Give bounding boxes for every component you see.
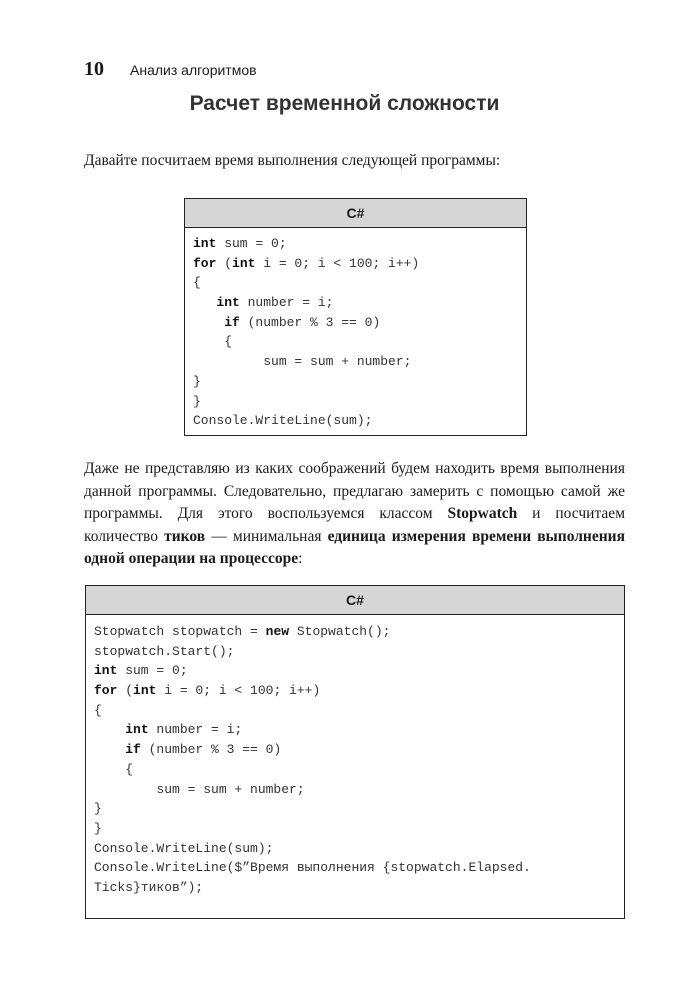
code-text: Console.WriteLine($”Время выполнения {stopwatch.Elapsed. <box>94 860 531 876</box>
code-text: { <box>193 275 201 291</box>
code-line <box>193 254 526 274</box>
code-block-1-body <box>185 228 526 431</box>
paragraph-text: : <box>298 550 303 567</box>
code-text: stopwatch.Start(); <box>94 643 235 659</box>
code-line <box>94 780 624 800</box>
code-keyword: int <box>133 683 157 699</box>
code-text: ( <box>117 683 134 699</box>
code-keyword: int <box>125 722 149 738</box>
code-text: sum = sum + number; <box>94 781 305 797</box>
code-block-2 <box>85 585 625 919</box>
code-text <box>193 315 224 330</box>
emphasis-text: единица измерения времени выполнения одной операции на процессоре <box>84 527 625 567</box>
code-block-2-body <box>86 615 624 898</box>
code-line <box>94 740 624 760</box>
code-text: } <box>193 373 201 389</box>
code-text: sum = 0; <box>117 663 188 679</box>
code-keyword: for <box>193 255 217 271</box>
code-keyword: int <box>216 295 240 311</box>
code-line <box>94 720 624 740</box>
code-text: Stopwatch(); <box>289 624 391 639</box>
code-line <box>193 313 526 333</box>
code-text: Console.WriteLine(sum); <box>94 840 274 856</box>
emphasis-text: Stopwatch <box>447 505 518 522</box>
code-text: sum = sum + number; <box>193 354 412 370</box>
code-text <box>94 742 125 757</box>
code-text: i = 0; i < 100; i++) <box>156 683 321 699</box>
code-line <box>94 642 624 662</box>
code-line <box>193 273 526 293</box>
code-block-1 <box>184 198 527 436</box>
section-title: Расчет временной сложности <box>189 92 500 115</box>
code-keyword: int <box>94 663 118 679</box>
page-number: 10 <box>84 58 104 80</box>
code-line <box>193 352 526 372</box>
emphasis-text: тиков <box>164 527 206 545</box>
code-line <box>94 858 624 878</box>
paragraph-text: — минимальная <box>205 527 328 545</box>
code-keyword: int <box>232 255 256 271</box>
code-block-2-language: C# <box>86 586 624 615</box>
code-text: { <box>94 702 102 718</box>
code-line <box>193 392 526 412</box>
code-text: } <box>94 801 102 817</box>
code-text <box>94 722 125 737</box>
code-text: { <box>193 334 233 350</box>
code-line <box>94 701 624 721</box>
code-text: number = i; <box>239 295 334 311</box>
intro-text: Давайте посчитаем время выполнения следующей программы: <box>84 152 501 169</box>
code-text: sum = 0; <box>216 236 287 251</box>
code-text: } <box>193 393 201 409</box>
code-line <box>94 622 624 642</box>
code-text: Ticks}тиков”); <box>94 879 204 895</box>
code-keyword: for <box>94 683 118 699</box>
code-text <box>193 295 216 310</box>
code-text: } <box>94 820 102 836</box>
code-text: (number % 3 == 0) <box>239 314 381 330</box>
code-line <box>193 372 526 392</box>
code-keyword: int <box>193 236 217 251</box>
code-text: ( <box>216 255 233 271</box>
code-text: number = i; <box>148 722 243 738</box>
code-line <box>94 661 624 681</box>
code-line <box>94 878 624 898</box>
code-line <box>193 332 526 352</box>
paragraph-text: Даже не представляю из каких соображений будем находить время выполнения данной программы. Следовательно, предлагаю замерить с помощью самой же программы. Для этого воспользуемся классом <box>84 460 625 522</box>
code-text: (number % 3 == 0) <box>140 742 282 758</box>
running-title: Анализ алгоритмов <box>130 62 257 78</box>
body-paragraph <box>84 458 625 571</box>
code-text: i = 0; i < 100; i++) <box>255 255 420 271</box>
code-keyword: if <box>125 742 141 758</box>
code-keyword: new <box>265 624 290 639</box>
code-line <box>193 293 526 313</box>
running-head <box>84 58 257 81</box>
code-line <box>94 681 624 701</box>
code-block-1-language: C# <box>185 199 526 228</box>
code-text: Console.WriteLine(sum); <box>193 413 373 429</box>
code-keyword: if <box>224 314 240 330</box>
code-line <box>94 760 624 780</box>
code-line <box>94 799 624 819</box>
paragraph-text: и посчитаем количество <box>84 505 625 545</box>
code-text: Stopwatch stopwatch = <box>94 624 266 639</box>
code-line <box>193 411 526 431</box>
code-line <box>94 839 624 859</box>
code-line <box>94 819 624 839</box>
code-line <box>193 234 526 254</box>
code-text: { <box>94 761 134 777</box>
